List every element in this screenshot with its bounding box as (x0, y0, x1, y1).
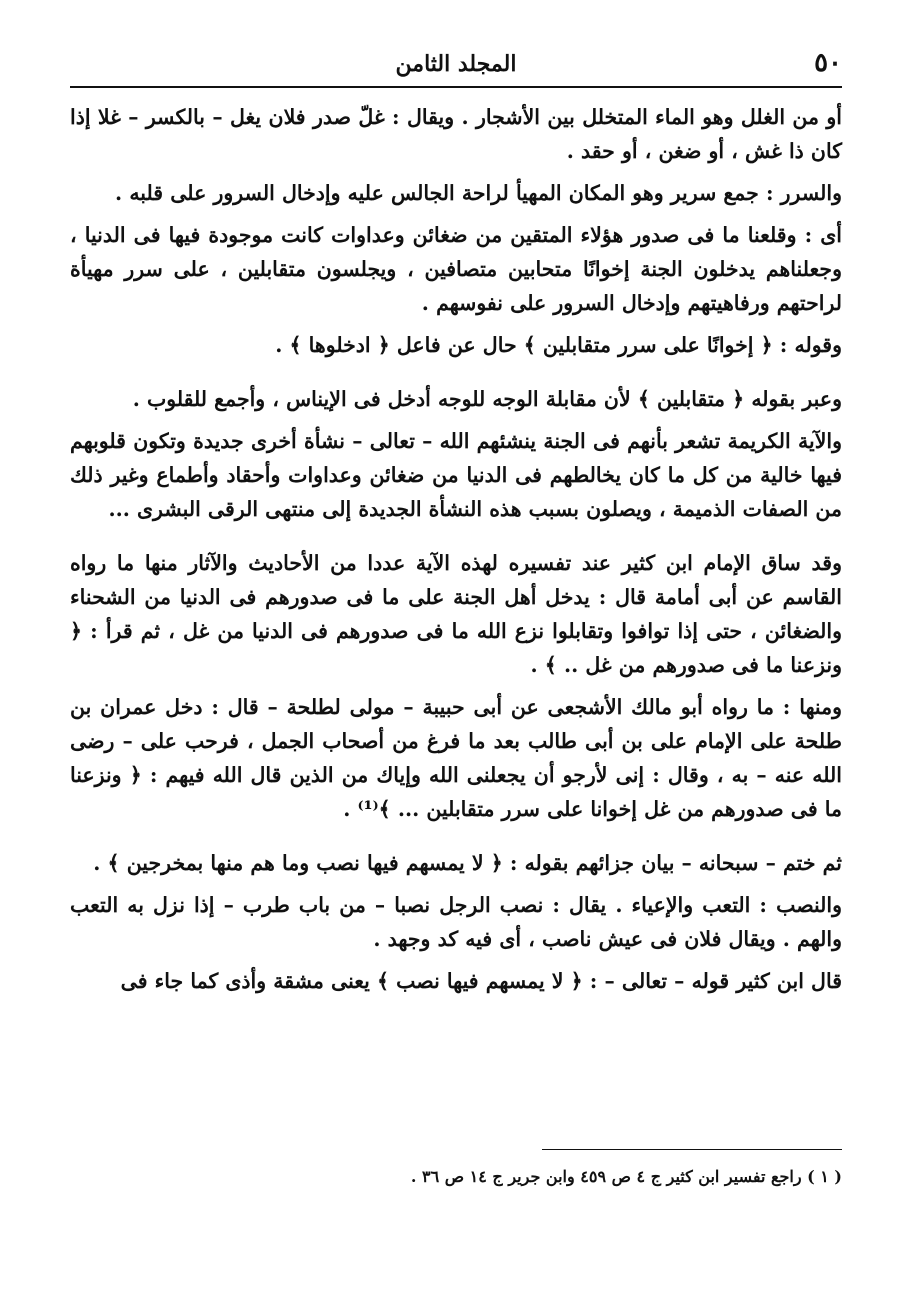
page-number: ٥٠ (814, 48, 842, 78)
paragraph: أى : وقلعنا ما فى صدور هؤلاء المتقين من ضغائن وعداوات كانت موجودة فيها فى الدنيا ، وجعلناهم يدخلون الجنة إخوانًا متحابين متصافين ، ويجلسون متقابلين ، على سرر مهيأة لراحتهم ورفاهيتهم وإدخال السرور على نفوسهم . (70, 223, 842, 315)
paragraph: وقوله : ﴿ إخوانًا على سرر متقابلين ﴾ حال عن فاعل ﴿ ادخلوها ﴾ . (275, 333, 842, 357)
running-header (70, 40, 842, 88)
paragraph: والآية الكريمة تشعر بأنهم فى الجنة ينشئهم الله – تعالى – نشأة أخرى جديدة وتكون قلوبهم فيها خالية من كل ما كان يخالطهم فى الدنيا من ضغائن وعداوات وأحقاد وأطماع وغير ذلك من الصفات الذميمة ، ويصلون بسبب هذه النشأة الجديدة إلى منتهى الرقى البشرى ... (70, 429, 842, 521)
paragraph: ومنها : ما رواه أبو مالك الأشجعى عن أبى حبيبة – مولى لطلحة – قال : دخل عمران بن طلحة على الإمام على بن أبى طالب بعد ما فرغ من أصحاب الجمل ، فرحب على – رضى الله عنه – به ، وقال : إنى لأرجو أن يجعلنى الله وإياك من الذين قال الله فيهم : ﴿ ونزعنا ما فى صدورهم من غل إخوانا على سرر متقابلين ... ﴾⁽¹⁾ . (70, 695, 842, 821)
book-page (70, 40, 842, 1270)
paragraph: والنصب : التعب والإعياء . يقال : نصب الرجل نصبا – من باب طرب – إذا نزل به التعب والهم . ويقال فلان فى عيش ناصب ، أى فيه كد وجهد . (70, 893, 842, 951)
paragraph: أو من الغلل وهو الماء المتخلل بين الأشجار . ويقال : غلّ صدر فلان يغل – بالكسر – غلا إذا كان ذا غش ، أو ضغن ، أو حقد . (70, 105, 842, 163)
paragraph: وعبر بقوله ﴿ متقابلين ﴾ لأن مقابلة الوجه للوجه أدخل فى الإيناس ، وأجمع للقلوب . (132, 387, 842, 411)
paragraph: ثم ختم – سبحانه – بيان جزائهم بقوله : ﴿ لا يمسهم فيها نصب وما هم منها بمخرجين ﴾ . (93, 851, 842, 875)
paragraph: قال ابن كثير قوله – تعالى – : ﴿ لا يمسهم فيها نصب ﴾ يعنى مشقة وأذى كما جاء فى (120, 969, 842, 993)
body-text (70, 100, 842, 998)
paragraph: والسرر : جمع سرير وهو المكان المهيأ لراحة الجالس عليه وإدخال السرور على قلبه . (115, 181, 842, 205)
volume-title: المجلد الثامن (395, 51, 517, 77)
footnote: ( ١ ) راجع تفسير ابن كثير ج ٤ ص ٤٥٩ وابن جرير ج ١٤ ص ٣٦ . (410, 1167, 842, 1186)
footnote-divider (542, 1149, 842, 1150)
paragraph: وقد ساق الإمام ابن كثير عند تفسيره لهذه الآية عددا من الأحاديث والآثار منها ما رواه القاسم عن أبى أمامة قال : يدخل أهل الجنة على ما فى صدورهم فى الدنيا من الشحناء والضغائن ، حتى إذا توافوا وتقابلوا نزع الله ما فى صدورهم فى الدنيا من غل ، ثم قرأ : ﴿ ونزعنا ما فى صدورهم من غل .. ﴾ . (70, 551, 842, 677)
